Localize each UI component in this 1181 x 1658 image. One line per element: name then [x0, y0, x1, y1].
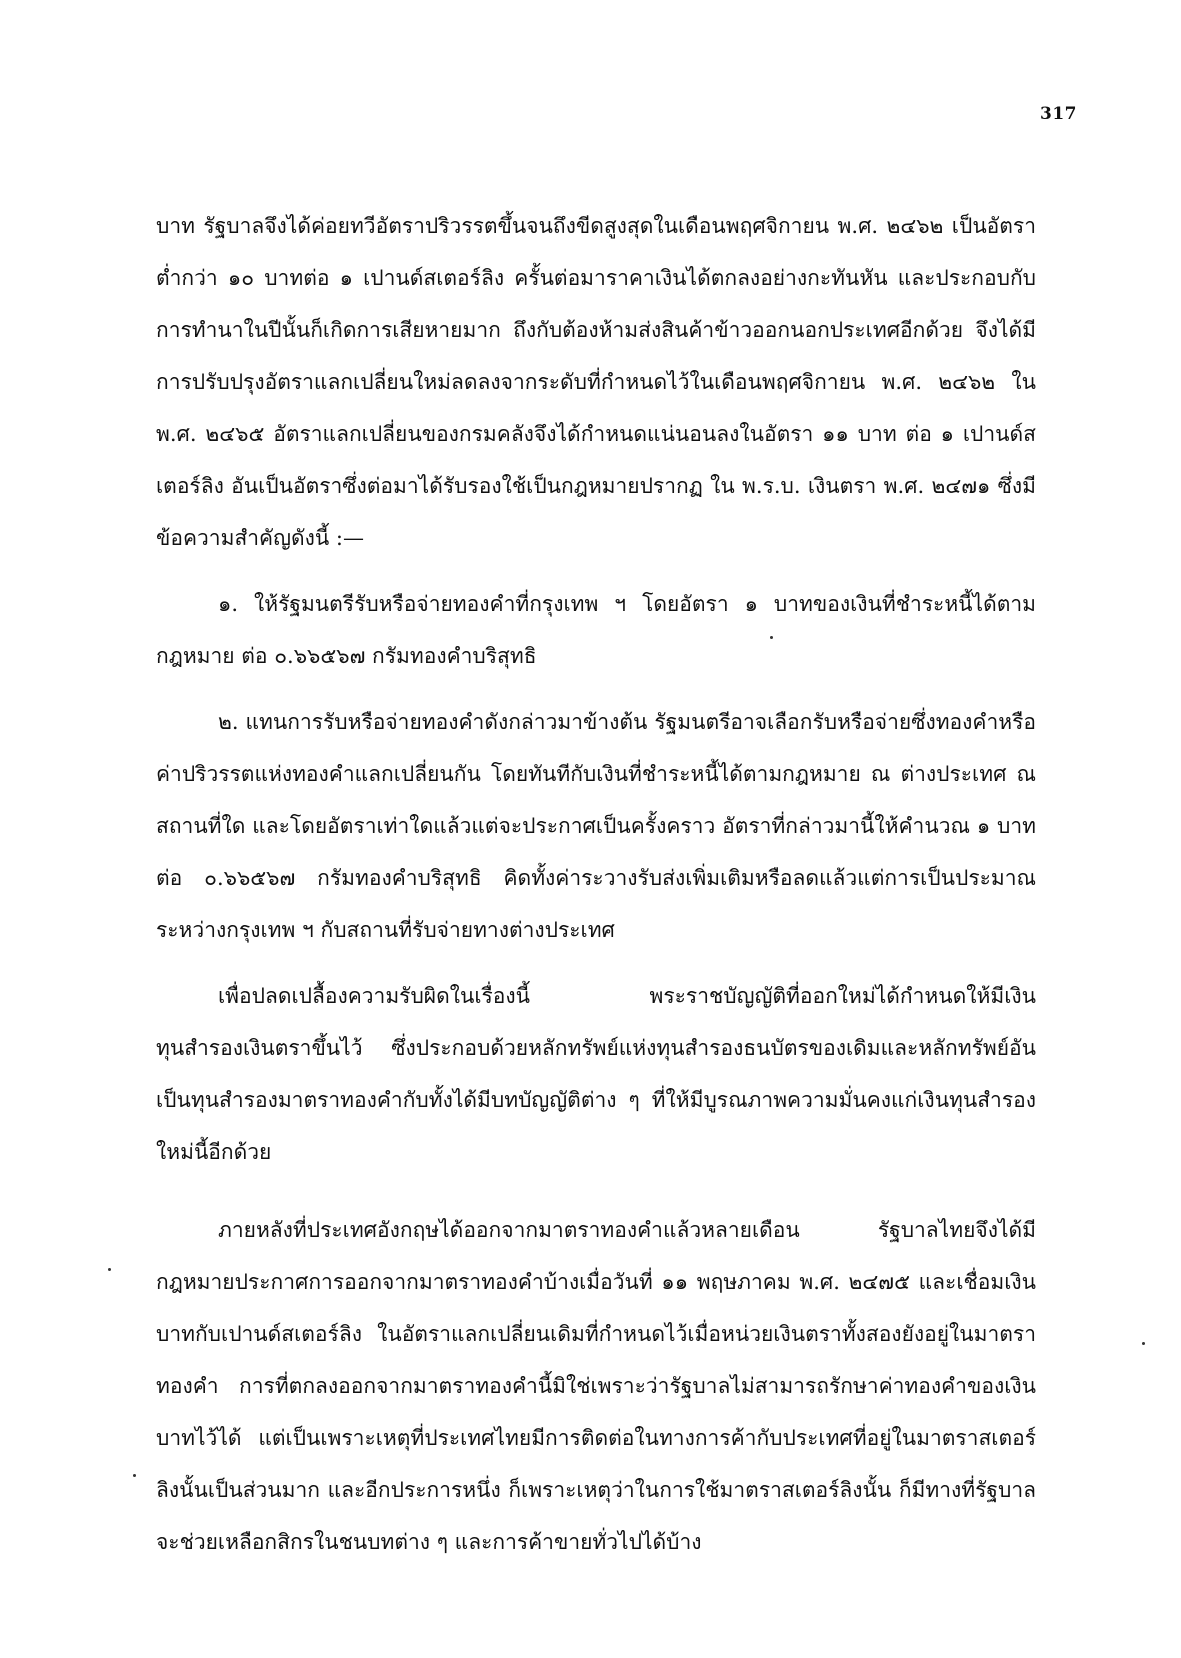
scan-speck	[1142, 1342, 1145, 1345]
scan-speck	[133, 1474, 136, 1477]
paragraph-clause-1: ๑. ให้รัฐมนตรีรับหรือจ่ายทองคำที่กรุงเทพ ฯ โดยอัตรา ๑ บาทของเงินที่ชำระหนี้ได้ตามกฎหมาย ต่อ ๐.๖๖๕๖๗ กรัมทองคำบริสุทธิ	[156, 592, 1036, 668]
paragraph-clause-2: ๒. แทนการรับหรือจ่ายทองคำดังกล่าวมาข้างต้น รัฐมนตรีอาจเลือกรับหรือจ่ายซึ่งทองคำหรือค่าปริวรรตแห่งทองคำแลกเปลี่ยนกัน โดยทันทีกับเงินที่ชำระหนี้ได้ตามกฎหมาย ณ ต่างประเทศ ณ สถานที่ใด และโดยอัตราเท่าใดแล้วแต่จะประกาศเป็นครั้งคราว อัตราที่กล่าวมานี้ให้คำนวณ ๑ บาท ต่อ ๐.๖๖๕๖๗ กรัมทองคำบริสุทธิ คิดทั้งค่าระวางรับส่งเพิ่มเติมหรือลดแล้วแต่การเป็นประมาณ ระหว่างกรุงเทพ ฯ กับสถานที่รับจ่ายทางต่างประเทศ	[156, 710, 1036, 942]
scan-speck	[108, 1268, 111, 1271]
body-text	[156, 200, 1036, 1568]
paragraph-leaving-gold-standard: ภายหลังที่ประเทศอังกฤษได้ออกจากมาตราทองคำแล้วหลายเดือน รัฐบาลไทยจึงได้มีกฎหมายประกาศการออกจากมาตราทองคำบ้างเมื่อวันที่ ๑๑ พฤษภาคม พ.ศ. ๒๔๗๕ และเชื่อมเงินบาทกับเปานด์สเตอร์ลิง ในอัตราแลกเปลี่ยนเดิมที่กำหนดไว้เมื่อหน่วยเงินตราทั้งสองยังอยู่ในมาตราทองคำ การที่ตกลงออกจากมาตราทองคำนี้มิใช่เพราะว่ารัฐบาลไม่สามารถรักษาค่าทองคำของเงินบาทไว้ได้ แต่เป็นเพราะเหตุที่ประเทศไทยมีการติดต่อในทางการค้ากับประเทศที่อยู่ในมาตราสเตอร์ลิงนั้นเป็นส่วนมาก และอีกประการหนึ่ง ก็เพราะเหตุว่าในการใช้มาตราสเตอร์ลิงนั้น ก็มีทางที่รัฐบาลจะช่วยเหลือกสิกรในชนบทต่าง ๆ และการค้าขายทั่วไปได้บ้าง	[156, 1218, 1036, 1554]
paragraph-currency-reserve: เพื่อปลดเปลื้องความรับผิดในเรื่องนี้ พระราชบัญญัติที่ออกใหม่ได้กำหนดให้มีเงินทุนสำรองเงินตราขึ้นไว้ ซึ่งประกอบด้วยหลักทรัพย์แห่งทุนสำรองธนบัตรของเดิมและหลักทรัพย์อันเป็นทุนสำรองมาตราทองคำกับทั้งได้มีบทบัญญัติต่าง ๆ ที่ให้มีบูรณภาพความมั่นคงแก่เงินทุนสำรองใหม่นี้อีกด้วย	[156, 984, 1036, 1164]
paragraph-exchange-rate-history: บาท รัฐบาลจึงได้ค่อยทวีอัตราปริวรรตขึ้นจนถึงขีดสูงสุดในเดือนพฤศจิกายน พ.ศ. ๒๔๖๒ เป็นอัตราต่ำกว่า ๑๐ บาทต่อ ๑ เปานด์สเตอร์ลิง ครั้นต่อมาราคาเงินได้ตกลงอย่างกะทันหัน และประกอบกับการทำนาในปีนั้นก็เกิดการเสียหายมาก ถึงกับต้องห้ามส่งสินค้าข้าวออกนอกประเทศอีกด้วย จึงได้มีการปรับปรุงอัตราแลกเปลี่ยนใหม่ลดลงจากระดับที่กำหนดไว้ในเดือนพฤศจิกายน พ.ศ. ๒๔๖๒ ใน พ.ศ. ๒๔๖๕ อัตราแลกเปลี่ยนของกรมคลังจึงได้กำหนดแน่นอนลงในอัตรา ๑๑ บาท ต่อ ๑ เปานด์สเตอร์ลิง อันเป็นอัตราซึ่งต่อมาได้รับรองใช้เป็นกฎหมายปรากฏ ใน พ.ร.บ. เงินตรา พ.ศ. ๒๔๗๑ ซึ่งมีข้อความสำคัญดังนี้ :—	[156, 214, 1036, 550]
page-number: 317	[1040, 104, 1077, 124]
scan-speck	[770, 636, 773, 639]
